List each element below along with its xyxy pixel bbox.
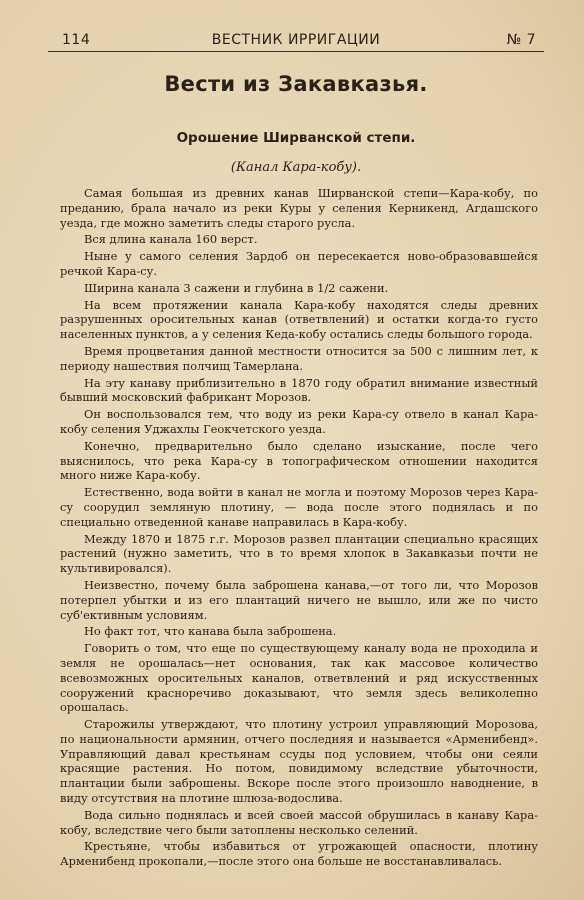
paragraph: Говорить о том, что еще по существующему каналу вода не проходила и земля не орошалась—нет основания, так как массовое количество всевозможных оросительных каналов, ответвлений и ряд искусственных сооружений красноречиво доказывают, что земля здесь великолепно орошалась. xyxy=(60,641,538,715)
subtitle: (Канал Кара-кобу). xyxy=(230,160,362,175)
paragraph: Но факт тот, что канава была заброшена. xyxy=(84,624,337,639)
paragraph: Естественно, вода войти в канал не могла и поэтому Морозов через Кара-су соорудил земляную плотину, — вода после этого поднялась и по специально отведенной канаве направилась в Кара-кобу. xyxy=(60,485,538,529)
paragraph: Ширина канала 3 сажени и глубина в 1/2 сажени. xyxy=(84,280,389,295)
page-header xyxy=(48,30,544,50)
paragraph: На эту канаву приблизительно в 1870 году обратил внимание известный бывший московский фабрикант Морозов. xyxy=(60,375,538,405)
header-rule xyxy=(48,51,544,52)
journal-title: ВЕСТНИК ИРРИГАЦИИ xyxy=(211,32,381,48)
paragraph: Время процветания данной местности относится за 500 с лишним лет, к периоду нашествия полчищ Тамерлана. xyxy=(60,343,538,373)
article-title: Вести из Закавказья. xyxy=(164,72,428,96)
paragraph: Самая большая из древних канав Ширванской степи—Кара-кобу, по преданию, брала начало из реки Куры у селения Керникенд, Агдашского уезда, где можно заметить следы старого русла. xyxy=(60,186,538,230)
article-body xyxy=(60,186,538,871)
paragraph: Он воспользовался тем, что воду из реки Кара-су отвело в канал Кара-кобу селения Уджахлы Геокчетского уезда. xyxy=(60,407,538,436)
paragraph: Старожилы утверждают, что плотину устроил управляющий Морозова, по национальности армянин, отчего последняя и называется «Арменибенд». Управляющий давал крестьянам ссуды под условием, чтобы они сеяли красящие растения. Но потом, повидимому вследствие убыточности, плантации были заброшены. Вскоре после этого произошло наводнение, в виду отсутствия на плотине шлюза-водослива. xyxy=(60,717,538,806)
paragraph: Между 1870 и 1875 г.г. Морозов развел плантации специально красящих растений (нужно заметить, что в то время хлопок в Закавказьи почти не культивировался). xyxy=(60,531,538,576)
paragraph: Крестьяне, чтобы избавиться от угрожающей опасности, плотину Арменибенд прокопали,—после этого она больше не восстанавливалась. xyxy=(60,839,538,869)
section-title: Орошение Ширванской степи. xyxy=(176,130,416,146)
paragraph: Конечно, предварительно было сделано изыскание, после чего выяснилось, что река Кара-су в топографическом отношении находится много ниже Кара-кобу. xyxy=(60,438,538,483)
paragraph: Неизвестно, почему была заброшена канава,—от того ли, что Морозов потерпел убытки и из его плантаций ничего не вышло, или же по чисто суб'ективным условиям. xyxy=(60,577,538,622)
paragraph: Ныне у самого селения Зардоб он пересекается ново-образовавшейся речкой Кара-су. xyxy=(60,249,538,278)
paragraph: На всем протяжении канала Кара-кобу находятся следы древних разрушенных оросительных канав (ответвлений) и остатки когда-то густо населенных пунктов, а у селения Кеда-кобу остались следы большого города. xyxy=(60,297,538,342)
paragraph: Вся длина канала 160 верст. xyxy=(84,232,258,247)
paragraph: Вода сильно поднялась и всей своей массой обрушилась в канаву Кара-кобу, вследствие чего были затоплены несколько селений. xyxy=(60,807,538,837)
page-number: 114 xyxy=(62,32,91,48)
issue-number: № 7 xyxy=(506,32,536,48)
